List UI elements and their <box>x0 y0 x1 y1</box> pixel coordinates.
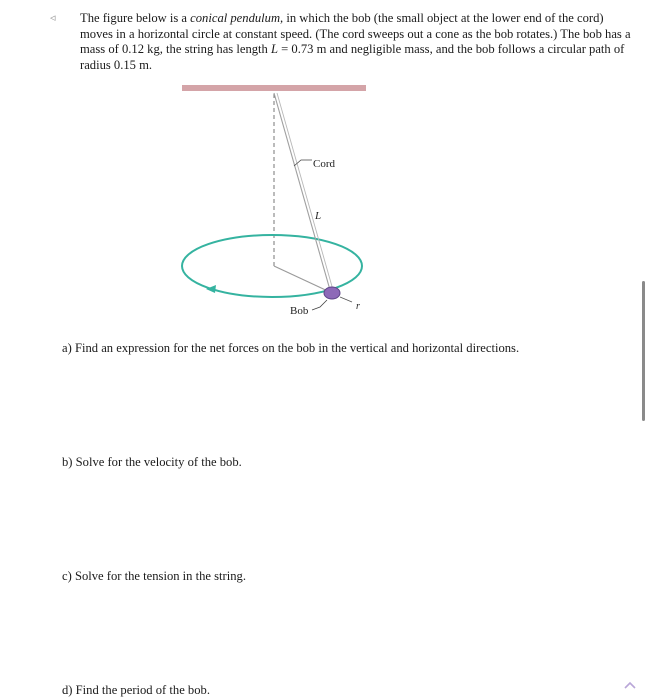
pendulum-diagram <box>170 80 390 325</box>
question-a-text: Find an expression for the net forces on the bob in the vertical and horizontal directions. <box>74 341 520 355</box>
intro-end: = 0.73 m and negligible mass, and the bob follows a circular path of radius 0.15 m. <box>80 42 625 72</box>
cord-line-b <box>277 93 333 290</box>
question-d <box>62 683 210 698</box>
radius-line <box>274 266 332 293</box>
conical-pendulum-figure <box>170 80 390 325</box>
problem-statement <box>50 11 634 73</box>
question-d-label: d) <box>62 683 73 697</box>
question-c-label: c) <box>62 569 72 583</box>
scroll-up-icon[interactable] <box>622 678 638 692</box>
cord-line-a <box>274 93 330 290</box>
intro-start: The figure below is a <box>80 11 191 25</box>
direction-arrow <box>206 285 216 293</box>
radius-label: r <box>356 301 360 312</box>
question-d-text: Find the period of the bob. <box>75 683 210 697</box>
bullet-icon: ◃ <box>50 12 56 24</box>
intro-length-var: L <box>271 42 279 56</box>
problem-text <box>62 11 634 73</box>
radius-extension <box>340 297 352 302</box>
intro-rest: in which the bob (the small object at the lower end of the cord) moves in a horizontal circle at constant speed. (The cord sweeps out a cone as the bob rotates.) The bob has a mass of 0.12 kg, the string has length <box>80 11 631 56</box>
ceiling-bar <box>182 85 366 91</box>
scrollbar-thumb[interactable] <box>642 281 645 421</box>
question-b-label: b) <box>62 455 73 469</box>
bob-label: Bob <box>290 305 309 317</box>
question-c <box>62 569 246 584</box>
question-a-label: a) <box>62 341 72 355</box>
question-c-text: Solve for the tension in the string. <box>74 569 246 583</box>
cord-label: Cord <box>313 158 335 170</box>
length-label: L <box>315 210 322 222</box>
intro-term: conical pendulum, <box>190 11 284 25</box>
bob <box>324 287 340 299</box>
question-b-text: Solve for the velocity of the bob. <box>75 455 242 469</box>
bob-label-leader <box>312 300 327 310</box>
question-a <box>62 341 519 356</box>
question-b <box>62 455 242 470</box>
